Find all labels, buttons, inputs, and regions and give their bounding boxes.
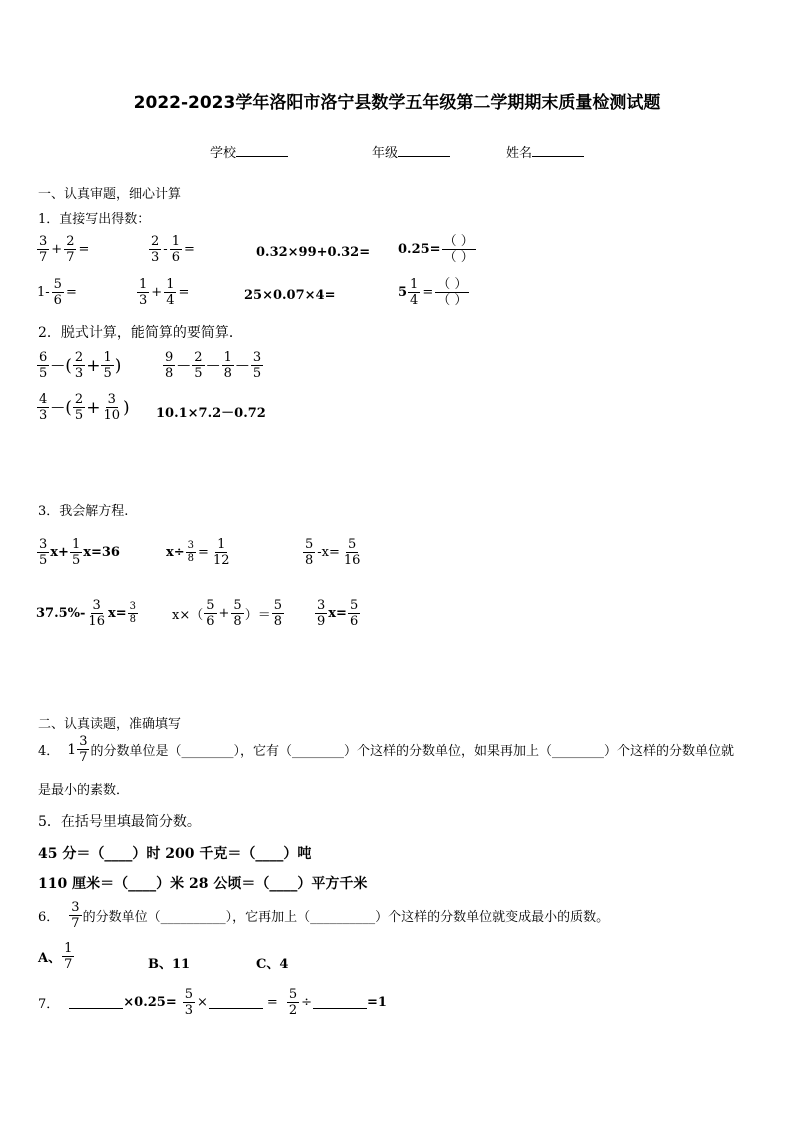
q5-line-2: 110 厘米＝（____）米 28 公顷＝（____）平方千米 bbox=[38, 876, 368, 892]
q2-item-d: 10.1×7.2－0.72 bbox=[156, 406, 266, 421]
grade-label: 年级 bbox=[372, 146, 399, 161]
fraction: $\frac{2}{3}$ bbox=[74, 350, 84, 381]
fraction: $\frac{5}{6}$ bbox=[349, 598, 359, 629]
q1-item-h: 5 $\frac{1}{4}$ = $\frac{( )}{( )}$ bbox=[398, 277, 468, 308]
fraction: $\frac{2}{5}$ bbox=[194, 350, 203, 381]
fraction: $\frac{1}{7}$ bbox=[64, 941, 73, 972]
q4-line-1: 4． 1 $\frac{3}{7}$ 的分数单位是（________），它有（________）个这样的分数单位，如果再加上（________）个这样的分数单位就 bbox=[38, 734, 734, 765]
fraction: $\frac{6}{5}$ bbox=[39, 350, 48, 381]
q7-line: 7． ×0.25= $\frac{5}{3}$ × = $\frac{5}{2}$ ÷ =1 bbox=[38, 987, 387, 1018]
q1-item-e: 1- $\frac{5}{6}$ = bbox=[37, 277, 77, 308]
q7-blank-3 bbox=[313, 996, 367, 1009]
fraction: $\frac{4}{3}$ bbox=[39, 392, 48, 423]
q3-item-d: 37.5%- $\frac{3}{16}$ x= $\frac{3}{8}$ bbox=[36, 598, 136, 629]
name-field bbox=[506, 142, 584, 161]
fraction: $\frac{3}{8}$ bbox=[129, 601, 136, 625]
section-2-heading: 二、认真读题，准确填写 bbox=[38, 717, 182, 732]
q7-blank-2 bbox=[209, 996, 263, 1009]
q3-item-b: x÷ $\frac{3}{8}$ = $\frac{1}{12}$ bbox=[166, 537, 230, 568]
fraction: $\frac{1}{4}$ bbox=[166, 277, 175, 308]
fraction: $\frac{3}{16}$ bbox=[88, 598, 105, 629]
q6-line: 6． $\frac{3}{7}$ 的分数单位（__________），它再加上（__________）个这样的分数单位就变成最小的质数。 bbox=[38, 900, 610, 931]
q2-item-b: $\frac{9}{8}$ — $\frac{2}{5}$ — $\frac{1}{8}$ — $\frac{3}{5}$ bbox=[165, 350, 262, 381]
q1-item-g: 25×0.07×4= bbox=[244, 288, 336, 303]
q1-item-a: $\frac{3}{7}$ + $\frac{2}{7}$ = bbox=[39, 234, 90, 265]
q2-item-a: $\frac{6}{5}$ — ( $\frac{2}{3}$ + $\frac{1}{5}$ ) bbox=[39, 350, 122, 381]
fraction: $\frac{3}{8}$ bbox=[187, 540, 195, 564]
fraction: $\frac{5}{6}$ bbox=[206, 598, 215, 629]
fraction: $\frac{1}{8}$ bbox=[223, 350, 232, 381]
fraction: $\frac{5}{2}$ bbox=[288, 987, 298, 1018]
q6-option-a: A、 $\frac{1}{7}$ bbox=[38, 941, 73, 972]
q2-item-c: $\frac{4}{3}$ — ( $\frac{2}{5}$ + $\frac{3}{10}$ ) bbox=[39, 392, 130, 423]
q2-heading: 2．脱式计算，能简算的要简算． bbox=[38, 325, 243, 341]
grade-blank bbox=[398, 144, 450, 157]
section-1-heading: 一、认真审题，细心计算 bbox=[38, 187, 182, 202]
fraction: $\frac{1}{12}$ bbox=[212, 537, 230, 568]
q7-blank-1 bbox=[69, 996, 123, 1009]
q4-line-2: 是最小的素数． bbox=[38, 783, 130, 798]
fraction: $\frac{3}{9}$ bbox=[317, 598, 326, 629]
q6-option-b: B、11 bbox=[148, 957, 191, 972]
school-label: 学校 bbox=[210, 146, 237, 161]
fraction: $\frac{9}{8}$ bbox=[165, 350, 174, 381]
q3-item-f: $\frac{3}{9}$ x= $\frac{5}{6}$ bbox=[317, 598, 359, 629]
name-blank bbox=[532, 144, 584, 157]
fraction: $\frac{5}{3}$ bbox=[184, 987, 194, 1018]
q5-line-1: 45 分＝（____）时 200 千克＝（____）吨 bbox=[38, 846, 312, 862]
q1-item-c: 0.32×99+0.32= bbox=[256, 245, 371, 260]
fraction: $\frac{( )}{( )}$ bbox=[443, 234, 474, 265]
fraction: $\frac{3}{7}$ bbox=[79, 734, 88, 765]
fraction: $\frac{5}{8}$ bbox=[305, 537, 314, 568]
fraction: $\frac{3}{7}$ bbox=[71, 900, 80, 931]
q5-heading: 5．在括号里填最简分数。 bbox=[38, 814, 201, 830]
q6-option-c: C、4 bbox=[256, 957, 289, 972]
fraction: $\frac{1}{6}$ bbox=[171, 234, 180, 265]
fraction: $\frac{3}{5}$ bbox=[39, 537, 48, 568]
fraction: $\frac{5}{6}$ bbox=[53, 277, 62, 308]
q1-heading: 1．直接写出得数： bbox=[38, 212, 151, 227]
q1-item-d: 0.25= $\frac{( )}{( )}$ bbox=[398, 234, 474, 265]
fraction: $\frac{3}{10}$ bbox=[103, 392, 120, 423]
school-field bbox=[210, 142, 288, 161]
fraction: $\frac{2}{3}$ bbox=[151, 234, 160, 265]
name-label: 姓名 bbox=[506, 146, 533, 161]
fraction: $\frac{5}{8}$ bbox=[273, 598, 282, 629]
page-title: 2022-2023学年洛阳市洛宁县数学五年级第二学期期末质量检测试题 bbox=[133, 93, 661, 113]
q1-item-b: $\frac{2}{3}$ - $\frac{1}{6}$ = bbox=[151, 234, 195, 265]
fraction: $\frac{1}{4}$ bbox=[410, 277, 419, 308]
q3-item-e: x×（ $\frac{5}{6}$ + $\frac{5}{8}$ ）＝ $\frac{5}{8}$ bbox=[172, 598, 282, 629]
grade-field bbox=[372, 142, 450, 161]
fraction: $\frac{5}{16}$ bbox=[343, 537, 361, 568]
fraction: $\frac{2}{7}$ bbox=[66, 234, 75, 265]
q3-heading: 3．我会解方程. bbox=[38, 504, 129, 519]
school-blank bbox=[236, 144, 288, 157]
fraction: $\frac{1}{5}$ bbox=[103, 350, 112, 381]
q1-item-f: $\frac{1}{3}$ + $\frac{1}{4}$ = bbox=[139, 277, 190, 308]
fraction: $\frac{3}{5}$ bbox=[252, 350, 262, 381]
fraction: $\frac{( )}{( )}$ bbox=[437, 277, 468, 308]
fraction: $\frac{1}{5}$ bbox=[71, 537, 81, 568]
fraction: $\frac{1}{3}$ bbox=[139, 277, 148, 308]
q3-item-a: $\frac{3}{5}$ x+ $\frac{1}{5}$ x=36 bbox=[39, 537, 120, 568]
fraction: $\frac{2}{5}$ bbox=[74, 392, 84, 423]
fraction: $\frac{3}{7}$ bbox=[39, 234, 48, 265]
fraction: $\frac{5}{8}$ bbox=[233, 598, 242, 629]
q3-item-c: $\frac{5}{8}$ -x= $\frac{5}{16}$ bbox=[305, 537, 361, 568]
